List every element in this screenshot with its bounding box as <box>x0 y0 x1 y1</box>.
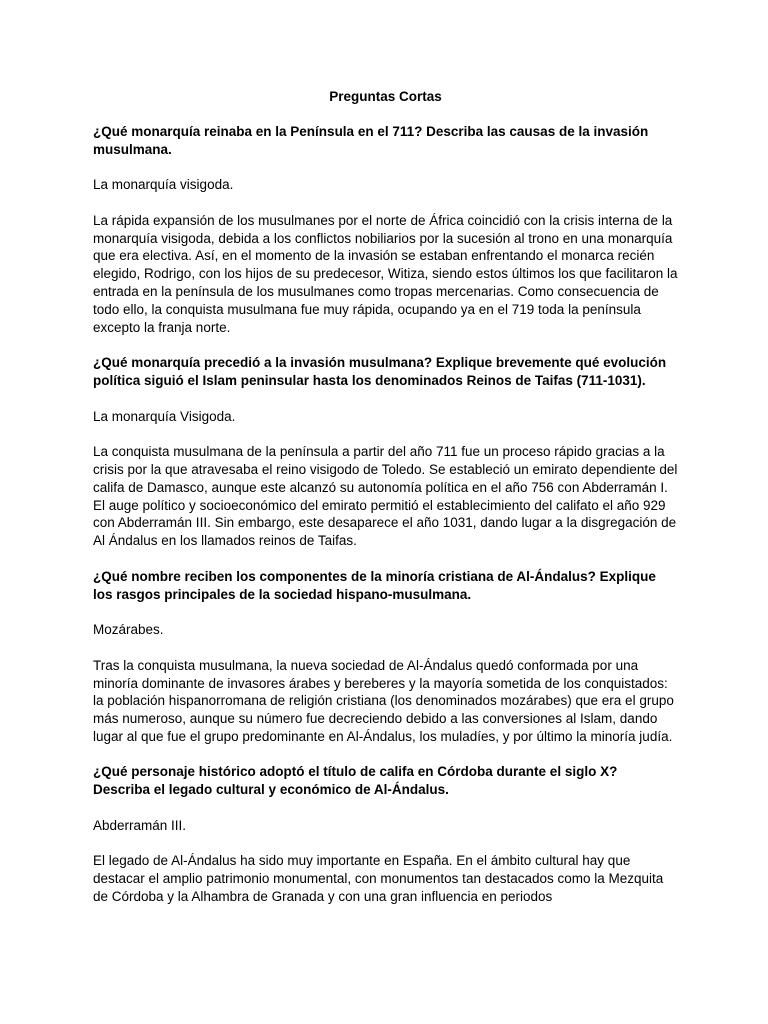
question-3: ¿Qué nombre reciben los componentes de la minoría cristiana de Al-Ándalus? Explique los rasgos principales de la sociedad hispano-musulmana. <box>93 568 656 602</box>
long-answer-3: Tras la conquista musulmana, la nueva sociedad de Al-Ándalus quedó conformada por una minoría dominante de invasores árabes y bereberes y la mayoría sometida de los conquistados: la población hispanorromana de religión cristiana (los denominados mozárabes) que era el grupo más numeroso, aunque su número fue decreciendo debido a las conversiones al Islam, dando lugar al que fue el grupo predominante en Al-Ándalus, los muladíes, y por último la minoría judía. <box>93 657 674 744</box>
long-answer-1: La rápida expansión de los musulmanes por el norte de África coincidió con la crisis interna de la monarquía visigoda, debida a los conflictos nobiliarios por la sucesión al trono en una monarquía que era electiva. Así, en el momento de la invasión se estaban enfrentando el monarca recién elegido, Rodrigo, con los hijos de su predecesor, Witiza, siendo estos últimos los que facilitaron la entrada en la península de los musulmanes como tropas mercenarias. Como consecuencia de todo ello, la conquista musulmana fue muy rápida, ocupando ya en el 719 toda la península excepto la franja norte. <box>93 212 678 335</box>
qa-section-4 <box>93 763 678 905</box>
long-answer-4: El legado de Al-Ándalus ha sido muy importante en España. En el ámbito cultural hay que destacar el amplio patrimonio monumental, con monumentos tan destacados como la Mezquita de Córdoba y la Alhambra de Granada y con una gran influencia en periodos <box>93 853 664 905</box>
short-answer-2: La monarquía Visigoda. <box>93 408 236 424</box>
question-1: ¿Qué monarquía reinaba en la Península en el 711? Describa las causas de la invasión musulmana. <box>93 123 649 157</box>
qa-section-3 <box>93 568 678 746</box>
question-2: ¿Qué monarquía precedió a la invasión musulmana? Explique brevemente qué evolución política siguió el Islam peninsular hasta los denominados Reinos de Taifas (711-1031). <box>93 355 667 388</box>
document-title: Preguntas Cortas <box>329 89 442 104</box>
qa-section-1 <box>93 123 678 337</box>
short-answer-1: La monarquía visigoda. <box>93 177 234 193</box>
qa-section-2 <box>93 354 678 550</box>
short-answer-3: Mozárabes. <box>93 622 164 638</box>
short-answer-4: Abderramán III. <box>93 817 187 833</box>
long-answer-2: La conquista musulmana de la península a partir del año 711 fue un proceso rápido gracias a la crisis por la que atravesaba el reino visigodo de Toledo. Se estableció un emirato dependiente del califa de Damasco, aunque este alcanzó su autonomía política en el año 756 con Abderramán I. El auge político y socioeconómico del emirato permitió el establecimiento del califato el año 929 con Abderramán III. Sin embargo, este desaparece el año 1031, dando lugar a la disgregación de Al Ándalus en los llamados reinos de Taifas. <box>93 444 678 549</box>
question-4: ¿Qué personaje histórico adoptó el título de califa en Córdoba durante el siglo X? Describa el legado cultural y económico de Al-Ándalus. <box>93 764 618 798</box>
document-page <box>93 88 678 924</box>
